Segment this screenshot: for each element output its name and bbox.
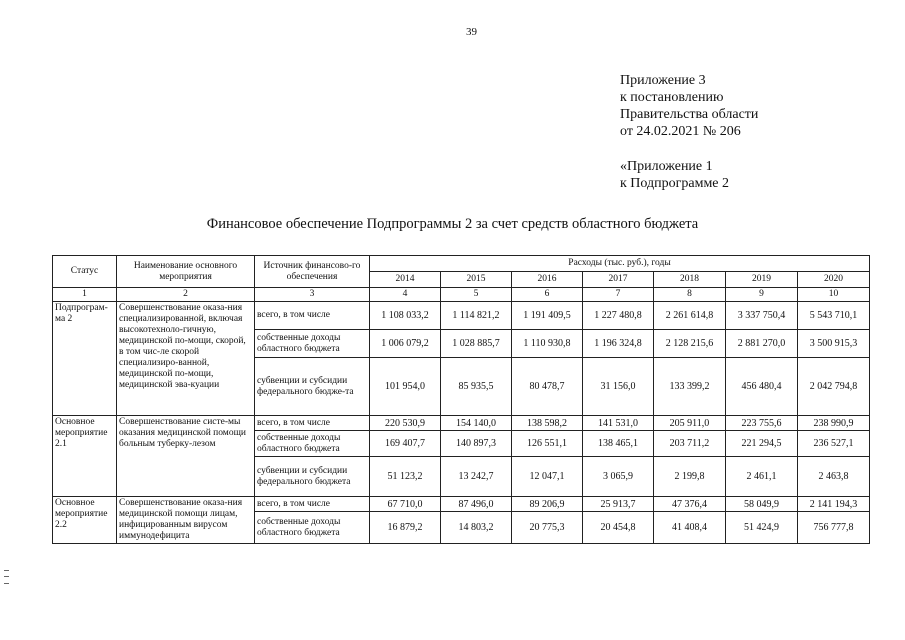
value-cell: 126 551,1 [512, 431, 583, 457]
value-cell: 14 803,2 [441, 512, 512, 544]
value-cell: 1 227 480,8 [583, 302, 654, 330]
page-number: 39 [466, 26, 477, 38]
value-cell: 2 128 215,6 [654, 330, 726, 358]
value-cell: 141 531,0 [583, 416, 654, 431]
value-cell: 25 913,7 [583, 497, 654, 512]
value-cell: 238 990,9 [798, 416, 870, 431]
appendix-line: Приложение 3 [620, 73, 706, 88]
source-cell: собственные доходы областного бюджета [255, 431, 370, 457]
value-cell: 101 954,0 [370, 358, 441, 416]
document-title: Финансовое обеспечение Подпрограммы 2 за счет средств областного бюджета [206, 216, 699, 232]
value-cell: 89 206,9 [512, 497, 583, 512]
value-cell: 236 527,1 [798, 431, 870, 457]
value-cell: 1 028 885,7 [441, 330, 512, 358]
column-number: 9 [726, 288, 798, 302]
value-cell: 31 156,0 [583, 358, 654, 416]
value-cell: 1 110 930,8 [512, 330, 583, 358]
value-cell: 41 408,4 [654, 512, 726, 544]
value-cell: 2 199,8 [654, 457, 726, 497]
column-number: 4 [370, 288, 441, 302]
value-cell: 1 196 324,8 [583, 330, 654, 358]
value-cell: 16 879,2 [370, 512, 441, 544]
value-cell: 203 711,2 [654, 431, 726, 457]
value-cell: 220 530,9 [370, 416, 441, 431]
value-cell: 20 775,3 [512, 512, 583, 544]
value-cell: 221 294,5 [726, 431, 798, 457]
value-cell: 133 399,2 [654, 358, 726, 416]
status-cell: Подпрограм-ма 2 [53, 302, 117, 416]
column-number: 5 [441, 288, 512, 302]
source-cell: субвенции и субсидии федерального бюдже-та [255, 358, 370, 416]
value-cell: 2 881 270,0 [726, 330, 798, 358]
value-cell: 12 047,1 [512, 457, 583, 497]
table-row [53, 302, 870, 330]
appendix-line: Правительства области [620, 107, 759, 122]
column-number: 7 [583, 288, 654, 302]
table-row [53, 416, 870, 431]
value-cell: 1 114 821,2 [441, 302, 512, 330]
value-cell: 140 897,3 [441, 431, 512, 457]
appendix-block [620, 72, 758, 192]
column-number-row [53, 288, 870, 302]
value-cell: 2 141 194,3 [798, 497, 870, 512]
status-cell: Основное мероприятие 2.1 [53, 416, 117, 497]
header-year: 2015 [441, 272, 512, 288]
source-cell: всего, в том числе [255, 416, 370, 431]
value-cell: 223 755,6 [726, 416, 798, 431]
value-cell: 205 911,0 [654, 416, 726, 431]
activity-name-cell: Совершенствование оказа-ния медицинской помощи лицам, инфицированным вирусом иммунодефицита [117, 497, 255, 544]
header-year: 2019 [726, 272, 798, 288]
value-cell: 1 191 409,5 [512, 302, 583, 330]
status-cell: Основное мероприятие 2.2 [53, 497, 117, 544]
value-cell: 1 108 033,2 [370, 302, 441, 330]
header-year: 2018 [654, 272, 726, 288]
appendix-line: «Приложение 1 [620, 159, 713, 174]
value-cell: 3 337 750,4 [726, 302, 798, 330]
column-number: 3 [255, 288, 370, 302]
scan-edge-mark [4, 570, 9, 584]
value-cell: 51 424,9 [726, 512, 798, 544]
value-cell: 87 496,0 [441, 497, 512, 512]
value-cell: 2 042 794,8 [798, 358, 870, 416]
appendix-line: к Подпрограмме 2 [620, 176, 730, 191]
value-cell: 456 480,4 [726, 358, 798, 416]
column-number: 6 [512, 288, 583, 302]
value-cell: 3 500 915,3 [798, 330, 870, 358]
value-cell: 3 065,9 [583, 457, 654, 497]
table-row [53, 497, 870, 512]
source-cell: всего, в том числе [255, 497, 370, 512]
value-cell: 51 123,2 [370, 457, 441, 497]
value-cell: 138 465,1 [583, 431, 654, 457]
appendix-line: от 24.02.2021 № 206 [620, 124, 741, 139]
source-cell: всего, в том числе [255, 302, 370, 330]
financing-table [52, 255, 870, 544]
value-cell: 154 140,0 [441, 416, 512, 431]
value-cell: 138 598,2 [512, 416, 583, 431]
value-cell: 169 407,7 [370, 431, 441, 457]
value-cell: 13 242,7 [441, 457, 512, 497]
value-cell: 1 006 079,2 [370, 330, 441, 358]
source-cell: собственные доходы областного бюджета [255, 330, 370, 358]
header-year: 2016 [512, 272, 583, 288]
value-cell: 2 461,1 [726, 457, 798, 497]
value-cell: 2 463,8 [798, 457, 870, 497]
header-expenses: Расходы (тыс. руб.), годы [370, 256, 870, 272]
header-source: Источник финансово-го обеспечения [255, 256, 370, 288]
activity-name-cell: Совершенствование оказа-ния специализированной, включая высокотехноло-гичную, медицинской по-мощи, скорой, в том чис-ле скорой специализиро-ванной, медицинской по-мощи, медицинской эва-куации [117, 302, 255, 416]
value-cell: 85 935,5 [441, 358, 512, 416]
column-number: 2 [117, 288, 255, 302]
header-name: Наименование основного мероприятия [117, 256, 255, 288]
appendix-line: к постановлению [620, 90, 724, 105]
value-cell: 58 049,9 [726, 497, 798, 512]
source-cell: субвенции и субсидии федерального бюджета [255, 457, 370, 497]
header-year: 2017 [583, 272, 654, 288]
value-cell: 47 376,4 [654, 497, 726, 512]
value-cell: 2 261 614,8 [654, 302, 726, 330]
value-cell: 20 454,8 [583, 512, 654, 544]
header-year: 2014 [370, 272, 441, 288]
source-cell: собственные доходы областного бюджета [255, 512, 370, 544]
value-cell: 5 543 710,1 [798, 302, 870, 330]
header-year: 2020 [798, 272, 870, 288]
value-cell: 67 710,0 [370, 497, 441, 512]
column-number: 10 [798, 288, 870, 302]
column-number: 8 [654, 288, 726, 302]
activity-name-cell: Совершенствование систе-мы оказания медицинской помощи больным туберку-лезом [117, 416, 255, 497]
column-number: 1 [53, 288, 117, 302]
value-cell: 80 478,7 [512, 358, 583, 416]
value-cell: 756 777,8 [798, 512, 870, 544]
header-status: Статус [53, 256, 117, 288]
